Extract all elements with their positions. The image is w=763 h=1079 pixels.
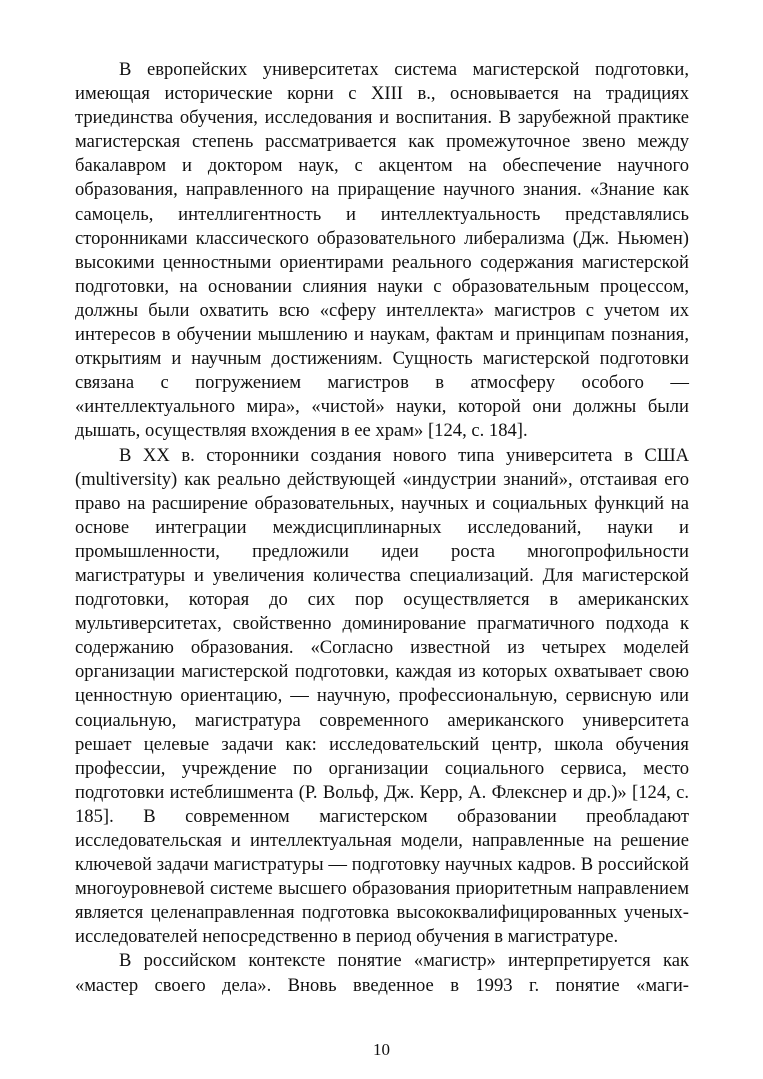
paragraph-2: В XX в. сторонники создания нового типа университета в США (multiversity) как реально действующей «индустрии знаний», отстаивая его право на расширение образовательных, научных и социальных функций на основе интеграции междисциплинарных исследований, науки и промышленности, предложили идеи роста многопрофильности магистратуры и увеличения количества специализаций. Для магистерской подготовки, которая до сих пор осуществляется в американских мультиверситетах, свойственно доминирование прагматичного подхода к содержанию образования. «Согласно известной из четырех моделей организации магистерской подготовки, каждая из которых охватывает свою ценностную ориентацию, — научную, профессиональную, сервисную или социальную, магистратура современного американского университета решает целевые задачи как: исследовательский центр, школа обучения профессии, учреждение по организации социального сервиса, место подготовки истеблишмента (Р. Вольф, Дж. Керр, А. Флекснер и др.)» [124, с. 185]. В современном магистерском образовании преобладают исследовательская и интеллектуальная модели, направленные на решение ключевой задачи магистратуры — подготовку научных кадров. В российской многоуровневой системе высшего образования приоритетным направлением является целенаправленная подготовка высококвалифицированных ученых-исследователей непосредственно в период обучения в магистратуре. bbox=[75, 444, 689, 948]
paragraph-3: В российском контексте понятие «магистр» интерпретируется как «мастер своего дела». Вновь введенное в 1993 г. понятие «маги- bbox=[75, 950, 689, 996]
page-number: 10 bbox=[373, 1040, 390, 1059]
document-page bbox=[75, 58, 689, 998]
paragraph-1: В европейских университетах система магистерской подготовки, имеющая исторические корни с XIII в., основывается на традициях триединства обучения, исследования и воспитания. В зарубежной практике магистерская степень рассматривается как промежуточное звено между бакалавром и доктором наук, с акцентом на обеспечение научного образования, направленного на приращение научного знания. «Знание как самоцель, интеллигентность и интеллектуальность представлялись сторонниками классического образовательного либерализма (Дж. Ньюмен) высокими ценностными ориентирами реального содержания магистерской подготовки, на основании слияния науки с образовательным процессом, должны были охватить всю «сферу интеллекта» магистров с учетом их интересов в обучении мышлению и наукам, фактам и принципам познания, открытиям и научным достижениям. Сущность магистерской подготовки связана с погружением магистров в атмосферу особого — «интеллектуального мира», «чистой» науки, которой они должны были дышать, осуществляя вхождения в ее храм» [124, с. 184]. bbox=[75, 59, 689, 442]
